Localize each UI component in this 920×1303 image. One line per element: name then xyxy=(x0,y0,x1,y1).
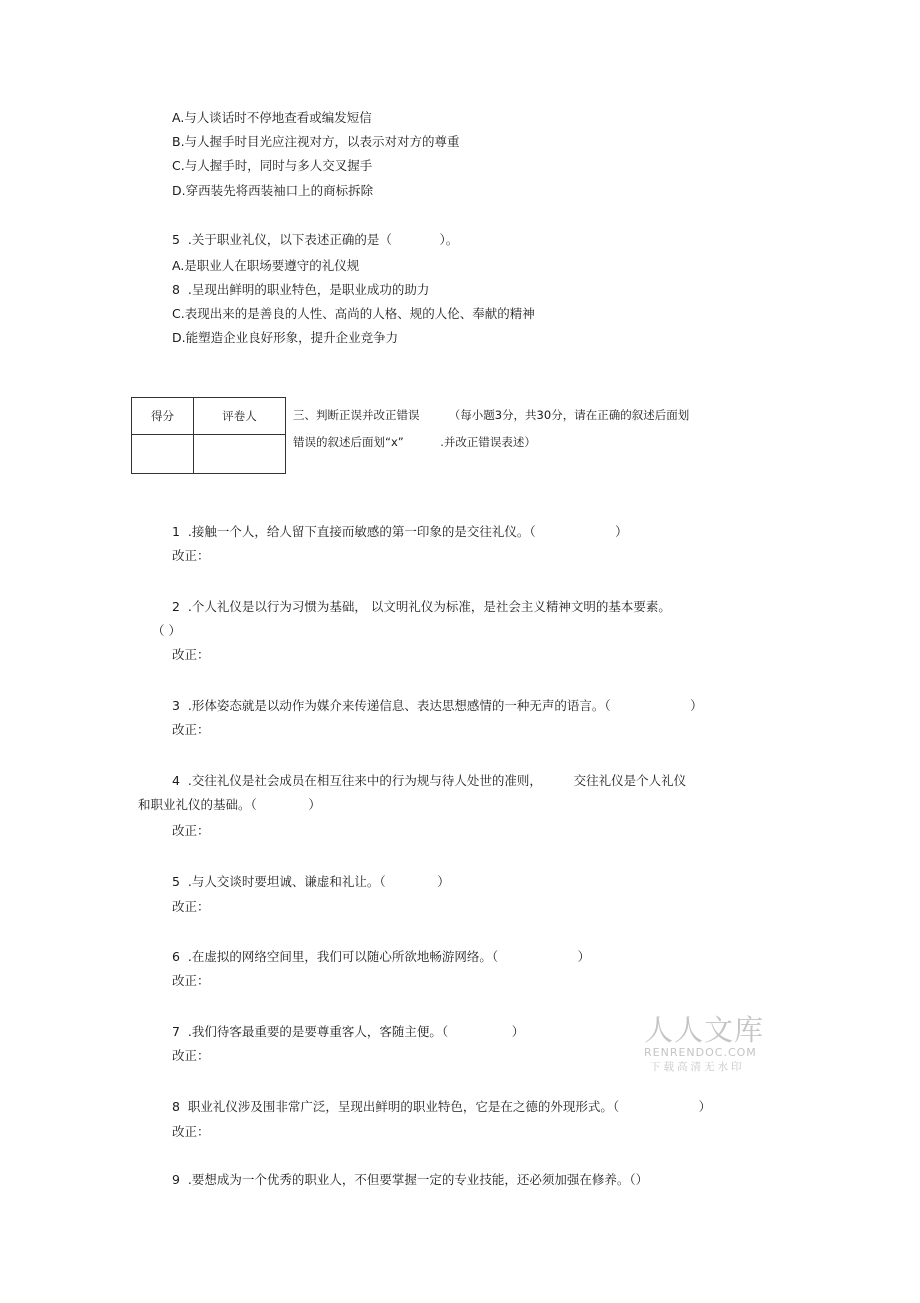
q4-option-b: B.与人握手时目光应注视对方，以表示对对方的尊重 xyxy=(172,134,460,149)
score-header: 得分 xyxy=(132,398,194,435)
q4-option-a: A.与人谈话时不停地查看或编发短信 xyxy=(172,110,372,125)
q5-question: 5 .关于职业礼仪，以下表述正确的是（ ）。 xyxy=(172,232,459,247)
section3-title-line2: 错误的叙述后面划“x” .并改正错误表述） xyxy=(293,435,536,449)
watermark-logo-text: 人人文库 xyxy=(644,1013,765,1047)
grader-header: 评卷人 xyxy=(194,398,286,435)
judgment-7-correction: 改正： xyxy=(172,1048,210,1063)
judgment-6-text: 6 .在虚拟的网络空间里，我们可以随心所欲地畅游网络。（ ） xyxy=(172,949,591,964)
judgment-7-text: 7 .我们待客最重要的是要尊重客人，客随主便。（ ） xyxy=(172,1024,525,1039)
q5-option-b: 8 .呈现出鲜明的职业特色，是职业成功的助力 xyxy=(172,282,430,297)
section3-title-line1: 三、判断正误并改正错误 （每小题3分，共30分，请在正确的叙述后面划 xyxy=(293,408,690,422)
judgment-6-correction: 改正： xyxy=(172,973,210,988)
judgment-5-text: 5 .与人交谈时要坦诚、谦虚和礼让。（ ） xyxy=(172,874,450,889)
judgment-3-correction: 改正： xyxy=(172,722,210,737)
judgment-2-text: 2 .个人礼仪是以行为习惯为基础， 以文明礼仪为标准，是社会主义精神文明的基本要素。 xyxy=(172,599,671,614)
score-cell xyxy=(132,435,194,474)
q5-option-a: A.是职业人在职场要遵守的礼仪规 xyxy=(172,258,360,273)
judgment-9-text: 9 .要想成为一个优秀的职业人，不但要掌握一定的专业技能，还必须加强在修养。（） xyxy=(172,1172,649,1187)
judgment-1-text: 1 .接触一个人，给人留下直接而敏感的第一印象的是交往礼仪。（ ） xyxy=(172,524,628,539)
q5-option-c: C.表现出来的是善良的人性、高尚的人格、规的人伦、奉献的精神 xyxy=(172,306,535,321)
watermark-domain: RENRENDOC.COM xyxy=(644,1046,757,1059)
q4-option-d: D.穿西装先将西装袖口上的商标拆除 xyxy=(172,183,374,198)
watermark xyxy=(644,1014,774,1074)
watermark-tagline: 下载高清无水印 xyxy=(650,1061,745,1073)
q4-option-c: C.与人握手时，同时与多人交叉握手 xyxy=(172,158,373,173)
judgment-4-text-cont: 和职业礼仪的基础。（ ） xyxy=(138,797,321,812)
judgment-8-correction: 改正： xyxy=(172,1124,210,1139)
judgment-2-correction: 改正： xyxy=(172,647,210,662)
judgment-4-correction: 改正： xyxy=(172,823,210,838)
score-table xyxy=(131,397,286,474)
grader-cell xyxy=(194,435,286,474)
q5-option-d: D.能塑造企业良好形象，提升企业竞争力 xyxy=(172,330,399,345)
judgment-3-text: 3 .形体姿态就是以动作为媒介来传递信息、表达思想感情的一种无声的语言。（ ） xyxy=(172,698,703,713)
judgment-2-blank: （ ） xyxy=(152,623,181,638)
judgment-8-text: 8 职业礼仪涉及围非常广泛，呈现出鲜明的职业特色，它是在之德的外现形式。（ ） xyxy=(172,1099,712,1114)
judgment-1-correction: 改正： xyxy=(172,548,210,563)
judgment-5-correction: 改正： xyxy=(172,899,210,914)
judgment-4-text: 4 .交往礼仪是社会成员在相互往来中的行为规与待人处世的准则， 交往礼仪是个人礼仪 xyxy=(172,773,687,788)
